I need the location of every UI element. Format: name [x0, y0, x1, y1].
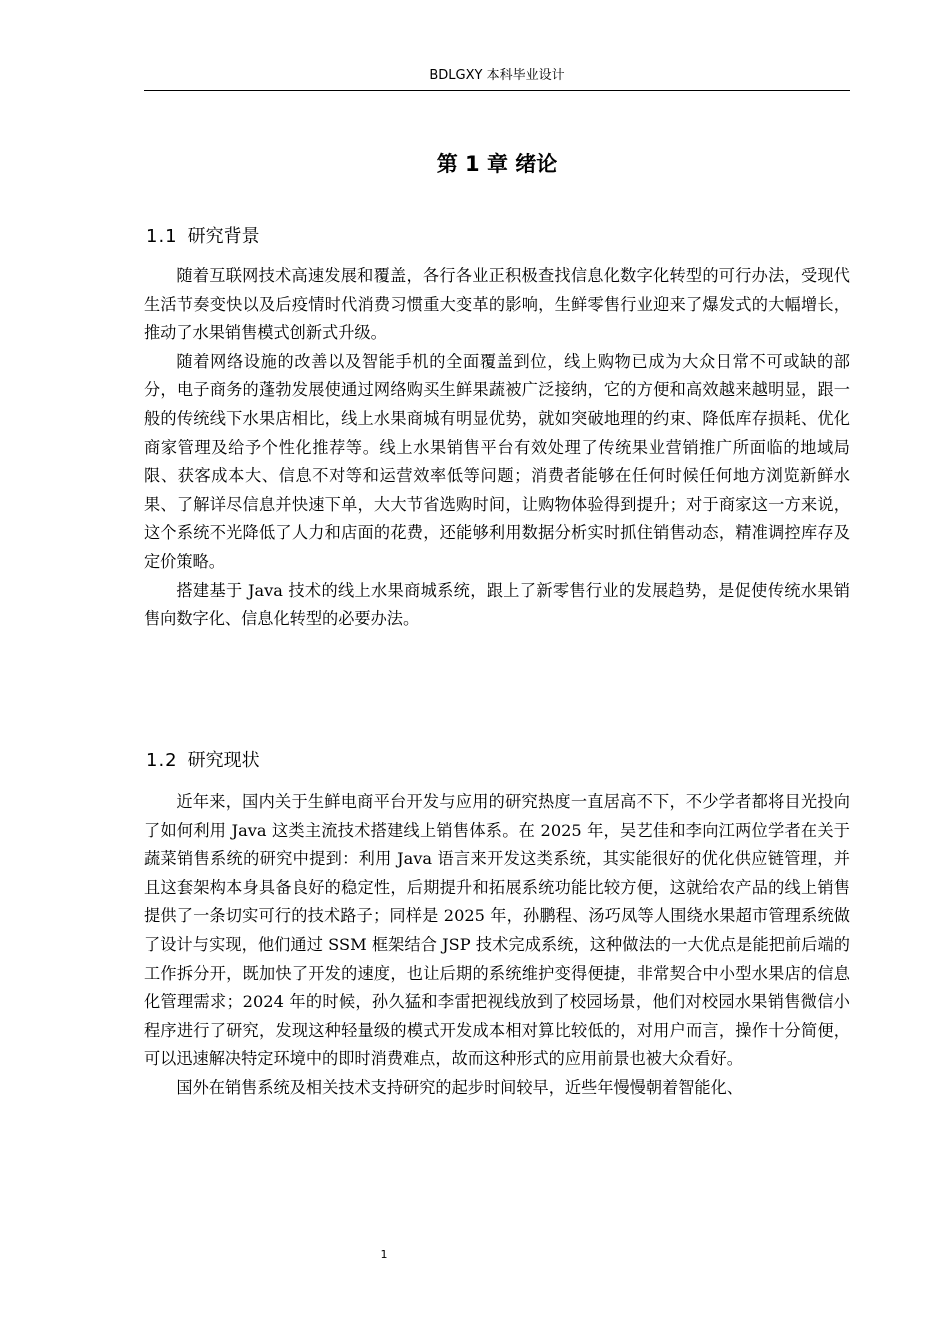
paragraph: 近年来，国内关于生鲜电商平台开发与应用的研究热度一直居高不下，不少学者都将目光投向了如何利用 Java 这类主流技术搭建线上销售体系。在 2025 年，吴艺佳和李向江两位学者在关于蔬菜销售系统的研究中提到：利用 Java 语言来开发这类系统，其实能很好的优化供应链管理，并且这套架构本身具备良好的稳定性，后期提升和拓展系统功能比较方便，这就给农产品的线上销售提供了一条切实可行的技术路子；同样是 2025 年，孙鹏程、汤巧凤等人围绕水果超市管理系统做了设计与实现，他们通过 SSM 框架结合 JSP 技术完成系统，这种做法的一大优点是能把前后端的工作拆分开，既加快了开发的速度，也让后期的系统维护变得便捷，非常契合中小型水果店的信息化管理需求；2024 年的时候，孙久猛和李雷把视线放到了校园场景，他们对校园水果销售微信小程序进行了研究，发现这种轻量级的模式开发成本相对算比较低的，对用户而言，操作十分简便，可以迅速解决特定环境中的即时消费难点，故而这种形式的应用前景也被大众看好。 [144, 792, 850, 1069]
paragraph: 随着互联网技术高速发展和覆盖，各行各业正积极查找信息化数字化转型的可行办法，受现代生活节奏变快以及后疫情时代消费习惯重大变革的影响，生鲜零售行业迎来了爆发式的大幅增长，推动了水果销售模式创新式升级。 [144, 266, 850, 343]
page-number: 1 [380, 1248, 388, 1261]
paragraph: 搭建基于 Java 技术的线上水果商城系统，跟上了新零售行业的发展趋势，是促使传统水果销售向数字化、信息化转型的必要办法。 [144, 580, 850, 629]
section-number: 1.1 [146, 226, 178, 247]
section-heading-research-background [146, 223, 846, 251]
paragraph: 国外在销售系统及相关技术支持研究的起步时间较早，近些年慢慢朝着智能化、 [176, 1077, 743, 1097]
section-body-research-status [144, 788, 850, 1103]
chapter-title: 第 1 章 绪论 [436, 152, 558, 176]
section-title: 研究现状 [187, 750, 260, 771]
section-body-research-background [144, 262, 850, 634]
running-header: BDLGXY 本科毕业设计 [429, 68, 565, 83]
section-heading-research-status [146, 747, 846, 775]
header-rule [144, 90, 850, 91]
paragraph: 随着网络设施的改善以及智能手机的全面覆盖到位，线上购物已成为大众日常不可或缺的部分，电子商务的蓬勃发展使通过网络购买生鲜果蔬被广泛接纳，它的方便和高效越来越明显，跟一般的传统线下水果店相比，线上水果商城有明显优势，就如突破地理的约束、降低库存损耗、优化商家管理及给予个性化推荐等。线上水果销售平台有效处理了传统果业营销推广所面临的地域局限、获客成本大、信息不对等和运营效率低等问题；消费者能够在任何时候任何地方浏览新鲜水果、了解详尽信息并快速下单，大大节省选购时间，让购物体验得到提升；对于商家这一方来说，这个系统不光降低了人力和店面的花费，还能够利用数据分析实时抓住销售动态，精准调控库存及定价策略。 [144, 351, 850, 571]
section-number: 1.2 [146, 750, 178, 771]
section-title: 研究背景 [187, 226, 260, 247]
